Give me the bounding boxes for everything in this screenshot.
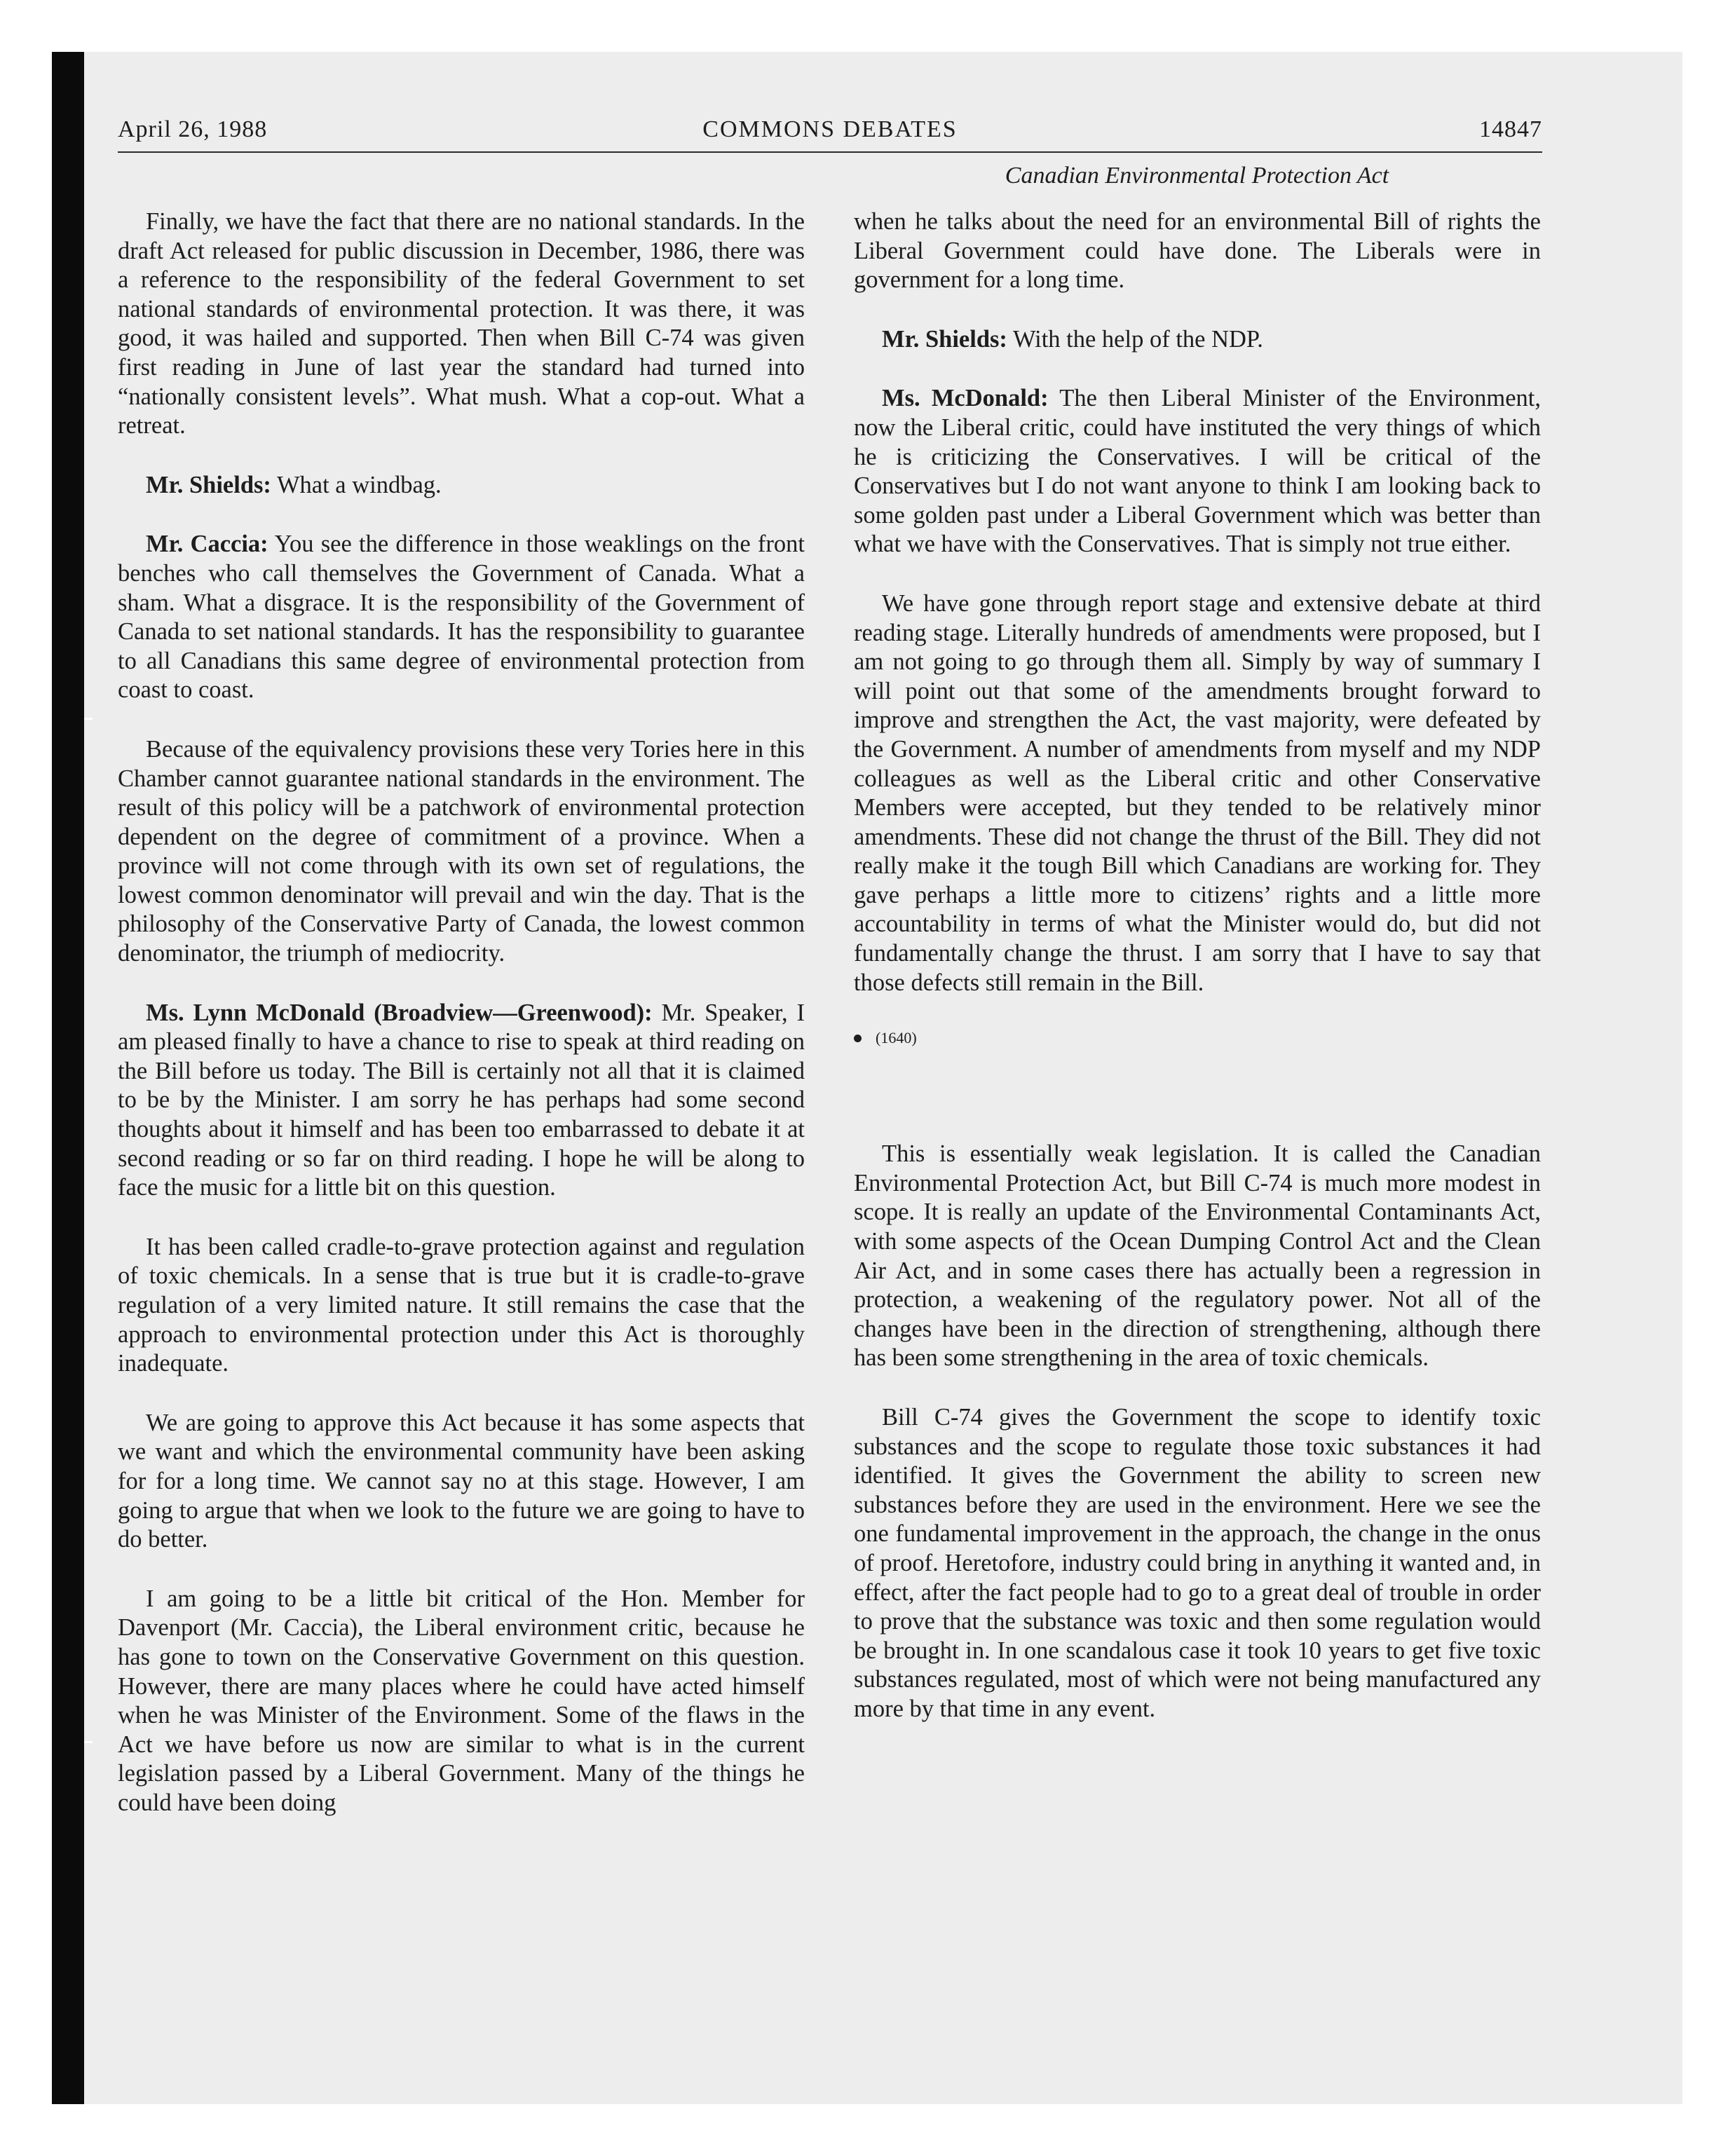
paragraph-text: You see the difference in those weaklings on the front benches who call themselves the Government of Canada. What a sham. What a disgrace. It is the responsibility of the Government of Canada to set national standards. It has the responsibility to guarantee to all Canadians this same degree of environmental protection from coast to coast.: [118, 531, 805, 704]
speaker-name: Ms. McDonald:: [882, 385, 1049, 412]
paragraph-text: Mr. Speaker, I am pleased finally to have a chance to rise to speak at third reading on the Bill before us today. The Bill is certainly not all that it is claimed to be by the Minister. I am sorry he has perhaps had some second thoughts about it himself and has been too embarrassed to debate it at second reading or so far on third reading. I hope he will be along to face the music for a little bit on this question.: [118, 999, 805, 1201]
speaker-name: Mr. Caccia:: [146, 531, 268, 558]
paragraph: [118, 1585, 805, 1818]
paragraph-text: Finally, we have the fact that there are no national standards. In the draft Act released for public discussion in December, 1986, there was a reference to the responsibility of the federal Government to set national standards of environmental protection. It was there, it was good, it was hailed and supported. Then when Bill C-74 was given first reading in June of last year the standard had turned into “nationally consistent levels”. What mush. What a cop-out. What a retreat.: [118, 208, 805, 439]
paragraph: [118, 471, 805, 500]
header-publication: COMMONS DEBATES: [702, 116, 958, 142]
paragraph: [854, 325, 1541, 355]
paragraph-text: Because of the equivalency provisions these very Tories here in this Chamber cannot guarantee national standards in the environment. The result of this policy will be a patchwork of environmental protection dependent on the degree of commitment of a province. When a province will not come through with its own set of regulations, the lowest common denominator will prevail and win the day. That is the philosophy of the Conservative Party of Canada, the lowest common denominator, the triumph of mediocrity.: [118, 735, 805, 967]
paragraph-text: I am going to be a little bit critical of the Hon. Member for Davenport (Mr. Caccia), the Liberal environment critic, because he has gone to town on the Conservative Government on this question. However, there are many places where he could have acted himself when he was Minister of the Environment. Some of the flaws in the Act we have before us now are similar to what is in the current legislation passed by a Liberal Government. Many of the things he could have been doing: [118, 1585, 805, 1816]
paragraph: [854, 1140, 1541, 1373]
speaker-name: Mr. Shields:: [146, 471, 271, 498]
paragraph: [118, 207, 805, 441]
paragraph: [854, 1403, 1541, 1724]
binding-strip: [52, 52, 84, 2104]
speaker-name: Mr. Shields:: [882, 325, 1007, 353]
paragraph: [118, 530, 805, 705]
paragraph-text: With the help of the NDP.: [1012, 325, 1263, 353]
timestamp-text: (1640): [876, 1029, 917, 1047]
speaker-name: Ms. Lynn McDonald (Broadview—Greenwood):: [146, 999, 653, 1026]
paragraph: [118, 735, 805, 969]
binding-mark: [84, 1741, 93, 1743]
paragraph-text: We are going to approve this Act because it has some aspects that we want and which the environmental community have been asking for for a long time. We cannot say no at this stage. However, I am going to argue that when we look to the future we are going to have to do better.: [118, 1409, 805, 1553]
paragraph-text: What a windbag.: [276, 471, 442, 498]
paragraph: [854, 589, 1541, 997]
paragraph-text: This is essentially weak legislation. It is called the Canadian Environmental Protection Act, but Bill C-74 is much more modest in scope. It is really an update of the Environmental Contaminants Act, with some aspects of the Ocean Dumping Control Act and the Clean Air Act, and in some cases there has actually been a regression in protection, a weakening of the regulatory power. Not all of the changes have been in the direction of strengthening, although there has been some strengthening in the area of toxic chemicals.: [854, 1140, 1541, 1372]
paragraph-text: It has been called cradle-to-grave protection against and regulation of toxic chemicals. In a sense that is true but it is cradle-to-grave regulation of a very limited nature. It still remains the case that the approach to environmental protection under this Act is thoroughly inadequate.: [118, 1233, 805, 1377]
binding-mark: [84, 718, 93, 720]
running-title: Canadian Environmental Protection Act: [1005, 163, 1389, 189]
right-column: [854, 207, 1541, 1754]
bullet-icon: [854, 1035, 862, 1042]
paragraph-text: We have gone through report stage and extensive debate at third reading stage. Literally hundreds of amendments were proposed, but I am not going to go through them all. Simply by way of summary I will point out that some of the amendments brought forward to improve and strengthen the Act, the vast majority, were defeated by the Government. A number of amendments from myself and my NDP colleagues as well as the Liberal critic and other Conservative Members were accepted, but they tended to be relatively minor amendments. These did not change the thrust of the Bill. They did not really make it the tough Bill which Canadians are working for. They gave perhaps a little more to citizens’ rights and a little more accountability in terms of what the Minister would do, but did not fundamentally change the thrust. I am sorry that I have to say that those defects still remain in the Bill.: [854, 589, 1541, 996]
paragraph-text: The then Liberal Minister of the Environment, now the Liberal critic, could have instituted the very things of which he is criticizing the Conservatives. I will be critical of the Conservatives but I do not want anyone to think I am looking back to some golden past under a Liberal Government which was better than what we have with the Conservatives. That is simply not true either.: [854, 385, 1541, 558]
left-column: [118, 207, 805, 1848]
paragraph-text: when he talks about the need for an environmental Bill of rights the Liberal Government could have done. The Liberals were in government for a long time.: [854, 208, 1541, 294]
header-date: April 26, 1988: [118, 116, 268, 142]
page-header: [118, 112, 1542, 153]
time-marker: [854, 1028, 1541, 1049]
paragraph: [118, 1233, 805, 1379]
paragraph: [118, 1409, 805, 1555]
header-page-number: 14847: [1479, 116, 1542, 142]
paragraph: [854, 384, 1541, 559]
paragraph: [118, 999, 805, 1203]
paragraph-text: Bill C-74 gives the Government the scope to identify toxic substances and the scope to regulate those toxic substances it had identified. It gives the Government the ability to screen new substances before they are used in the environment. Here we see the one fundamental improvement in the approach, the change in the onus of proof. Heretofore, industry could bring in anything it wanted and, in effect, after the fact people had to go to a great deal of trouble in order to prove that the substance was toxic and then some regulation would be brought in. In one scandalous case it took 10 years to get five toxic substances regulated, most of which were not being manufactured any more by that time in any event.: [854, 1404, 1541, 1722]
paragraph: [854, 207, 1541, 295]
